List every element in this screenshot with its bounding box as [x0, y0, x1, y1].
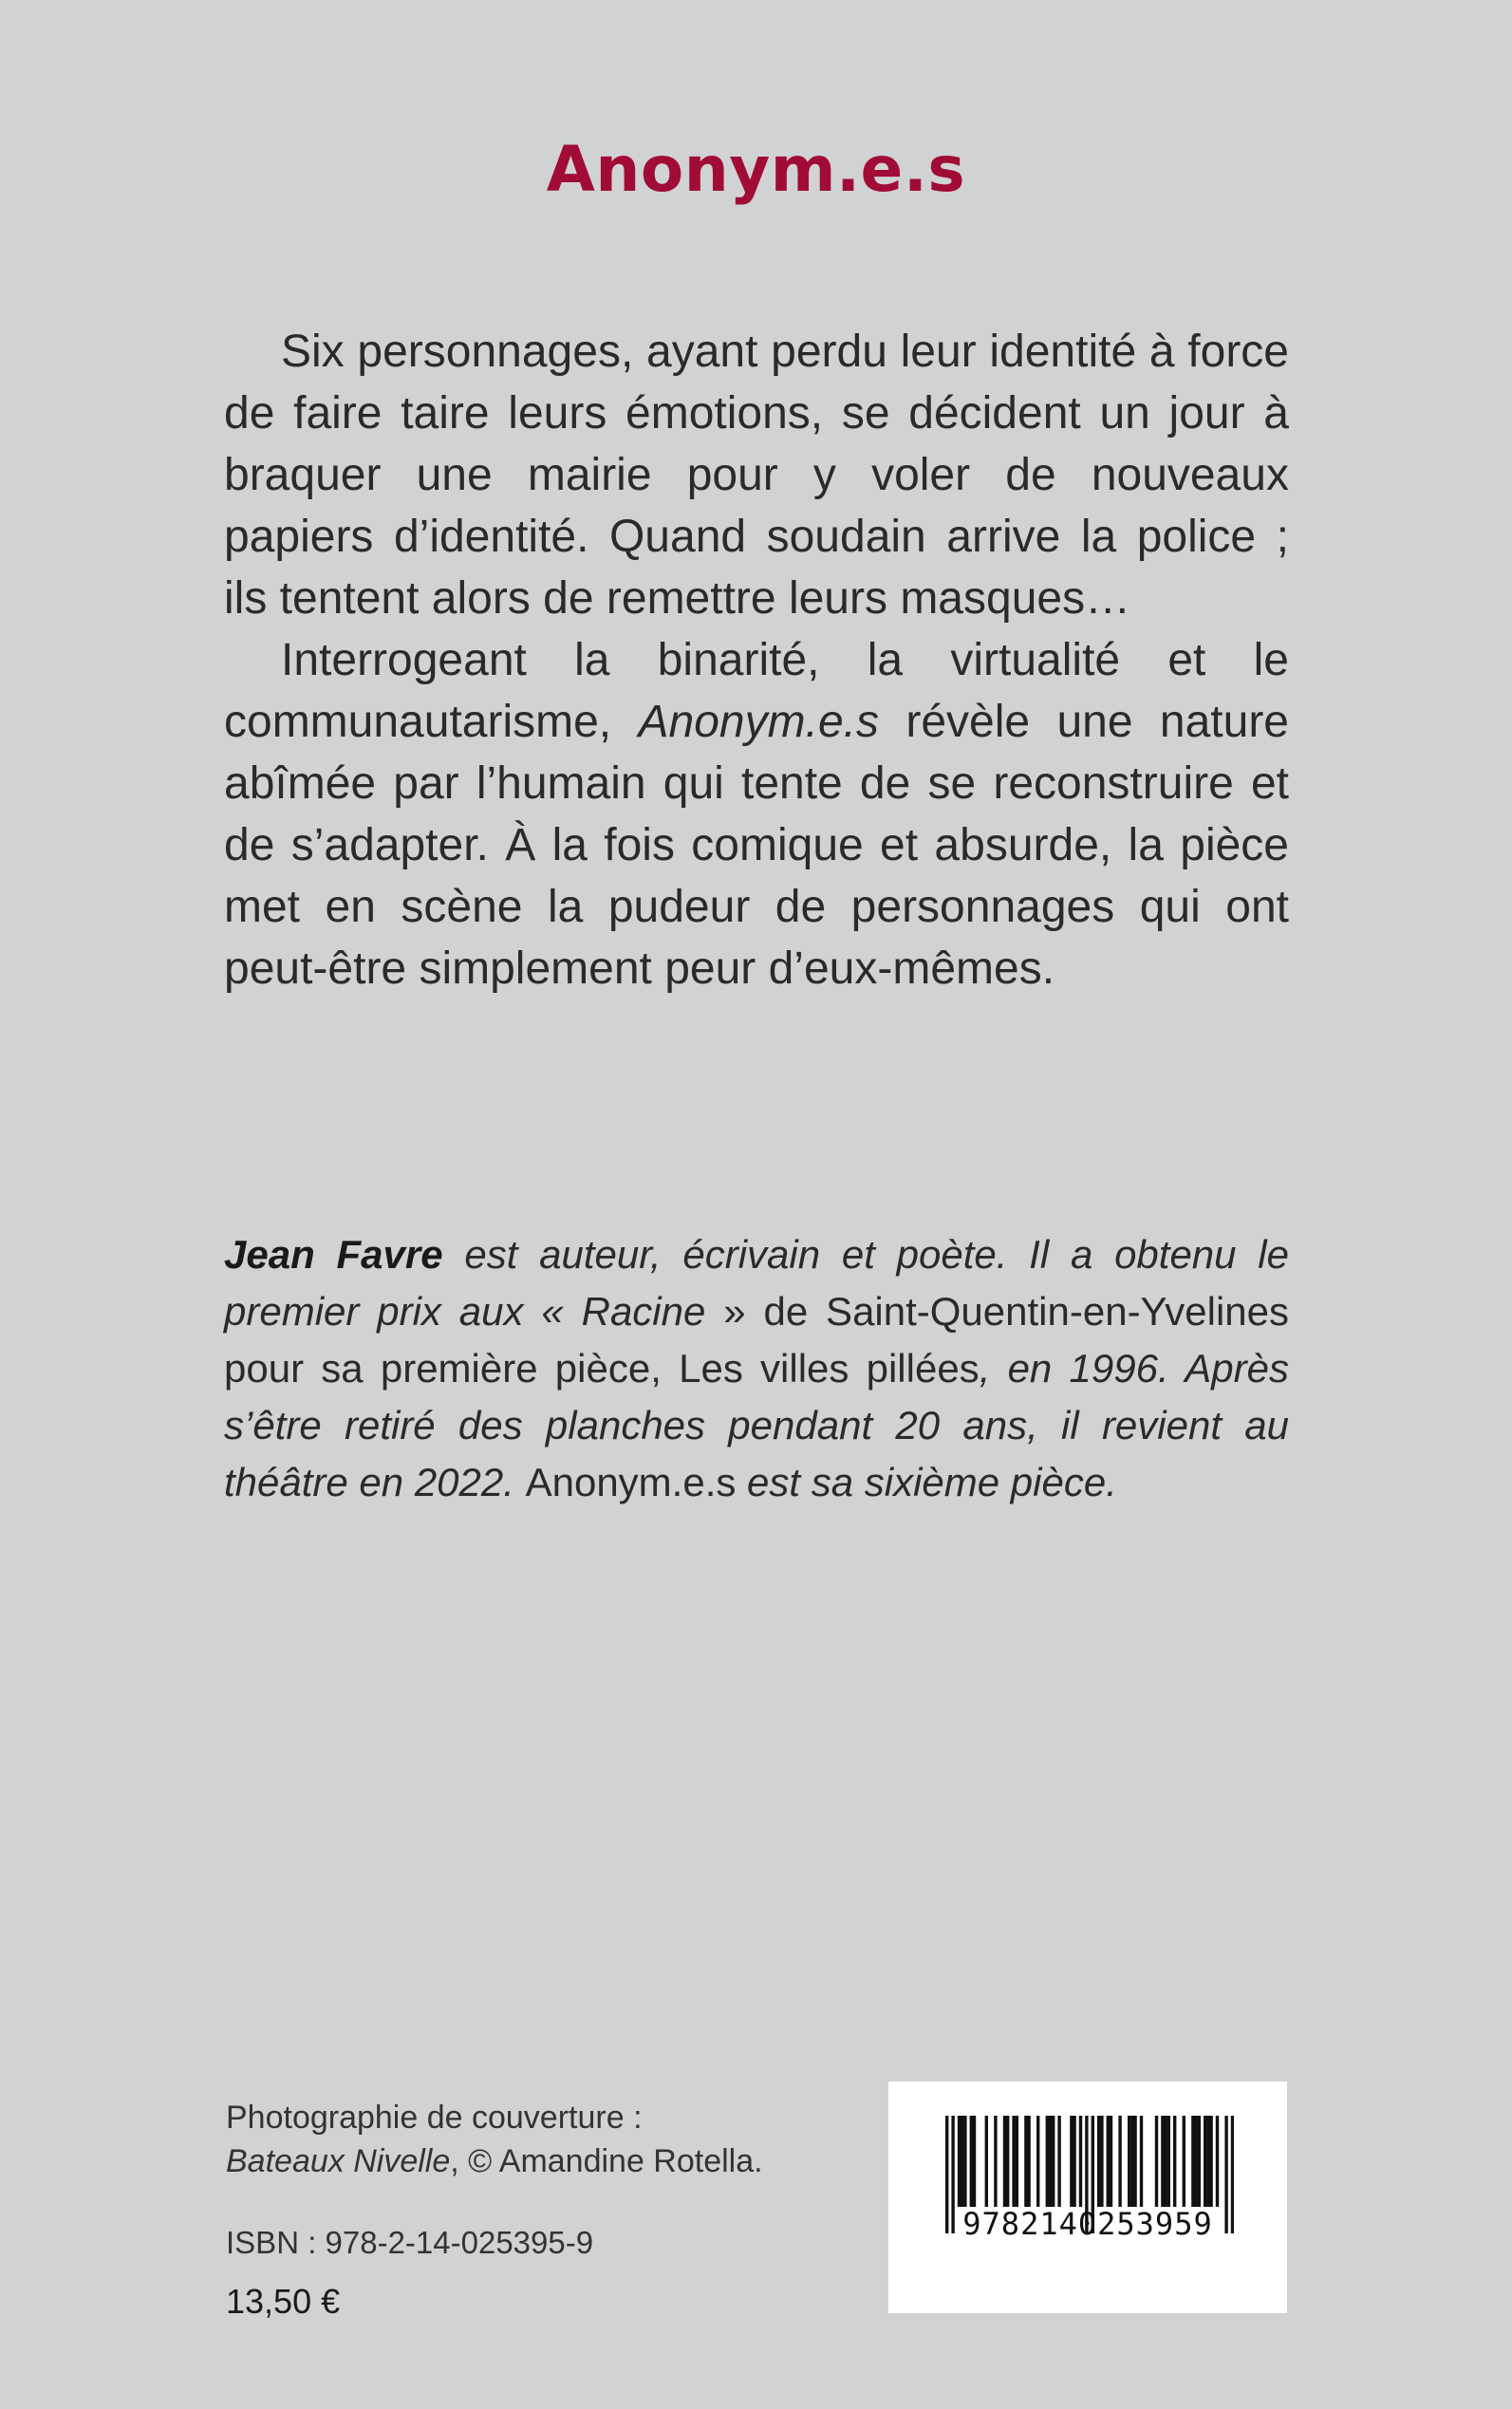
barcode-bar [1052, 2116, 1055, 2207]
barcode-bar [1079, 2116, 1082, 2207]
photo-author: , © Amandine Rotella. [450, 2143, 763, 2179]
photo-credits [226, 2096, 763, 2183]
barcode-bar [1006, 2116, 1009, 2207]
barcode-bar [1161, 2116, 1164, 2207]
barcode-bar [1003, 2116, 1006, 2207]
barcode-bar [1016, 2116, 1018, 2207]
bio-play-title: Les villes pillées [679, 1346, 980, 1391]
bio-text: , en 1996. Après s’être retiré des planches pendant 20 ans, il revient au théâtre en 2022. [224, 1346, 1289, 1504]
photo-title: Bateaux Nivelle [226, 2143, 451, 2179]
barcode-bar [1140, 2116, 1143, 2207]
barcode-bar [1209, 2116, 1212, 2207]
barcode-bar [1216, 2116, 1219, 2207]
bio-text: » de Saint-Quentin-en-Yvelines pour sa première pièce, [224, 1289, 1289, 1391]
book-title: Anonym.e.s [546, 133, 966, 206]
barcode-bar [1046, 2116, 1049, 2207]
barcode-bar [1057, 2116, 1060, 2207]
barcode-bar [1107, 2116, 1110, 2207]
barcode-bar [1070, 2116, 1073, 2207]
barcode-bar [1073, 2116, 1075, 2207]
barcode-bar [1191, 2116, 1194, 2207]
author-name: Jean Favre [224, 1232, 443, 1277]
barcode-bar [1024, 2116, 1027, 2207]
bio-text: est sa sixième pièce. [736, 1460, 1117, 1504]
barcode-bar [985, 2116, 988, 2207]
barcode-bar [1049, 2116, 1052, 2207]
barcode-bar [994, 2116, 997, 2207]
barcode-bar [1183, 2116, 1185, 2207]
barcode-bar [963, 2116, 966, 2207]
barcode-bar [1130, 2116, 1133, 2207]
barcode-bar [1155, 2116, 1158, 2207]
barcode-bar [1100, 2116, 1103, 2207]
synopsis-text: Interrogeant la binarité, la virtualité et le communautarisme, [224, 635, 1289, 747]
barcode-bar [1204, 2116, 1206, 2207]
synopsis-title-italic: Anonym.e.s [638, 697, 879, 747]
barcode-bar [1206, 2116, 1209, 2207]
barcode-digits: 9782140253959 [962, 2206, 1213, 2242]
barcode-bar [1097, 2116, 1100, 2207]
synopsis-text: révèle une nature abîmée par l’humain qui tente de se reconstruire et de s’adapter. À la fois comique et absurde, la pièce met en scène la pudeur de personnages qui ont peut-être simplement peur d’eux-mêmes. [224, 697, 1289, 994]
barcode-bar [1133, 2116, 1136, 2207]
barcode [888, 2082, 1287, 2313]
barcode-bar [1167, 2116, 1170, 2207]
barcode-bar [1173, 2116, 1176, 2207]
barcode-bar [973, 2116, 976, 2207]
barcode-bar [970, 2116, 973, 2207]
price: 13,50 € [226, 2282, 341, 2321]
barcode-bar [1194, 2116, 1197, 2207]
credits-label: Photographie de couverture : [226, 2100, 643, 2136]
synopsis [224, 321, 1289, 999]
barcode-bar [1012, 2116, 1015, 2207]
author-bio [224, 1226, 1289, 1511]
barcode-bar [958, 2116, 961, 2207]
isbn: ISBN : 978-2-14-025395-9 [226, 2225, 594, 2260]
synopsis-paragraph-1: Six personnages, ayant perdu leur identité à force de faire taire leurs émotions, se décident un jour à braquer une mairie pour y voler de nouveaux papiers d’identité. Quand soudain arrive la police ; ils tentent alors de remettre leurs masques… [224, 327, 1289, 624]
barcode-bar [1036, 2116, 1039, 2207]
bio-play-title: Anonym.e.s [525, 1460, 737, 1504]
synopsis-paragraph-2 [224, 629, 1289, 999]
credits-line [226, 2139, 763, 2183]
barcode-bar [1198, 2116, 1201, 2207]
barcode-bar [961, 2116, 963, 2207]
barcode-bar [1128, 2116, 1130, 2207]
bio-award: Racine [581, 1289, 706, 1334]
barcode-bar [1164, 2116, 1167, 2207]
barcode-bar [1118, 2116, 1121, 2207]
barcode-bar [1110, 2116, 1112, 2207]
barcode-bar [1027, 2116, 1030, 2207]
bio-text: est auteur, écrivain et poète. Il a obtenu le premier prix aux « [224, 1232, 1289, 1334]
